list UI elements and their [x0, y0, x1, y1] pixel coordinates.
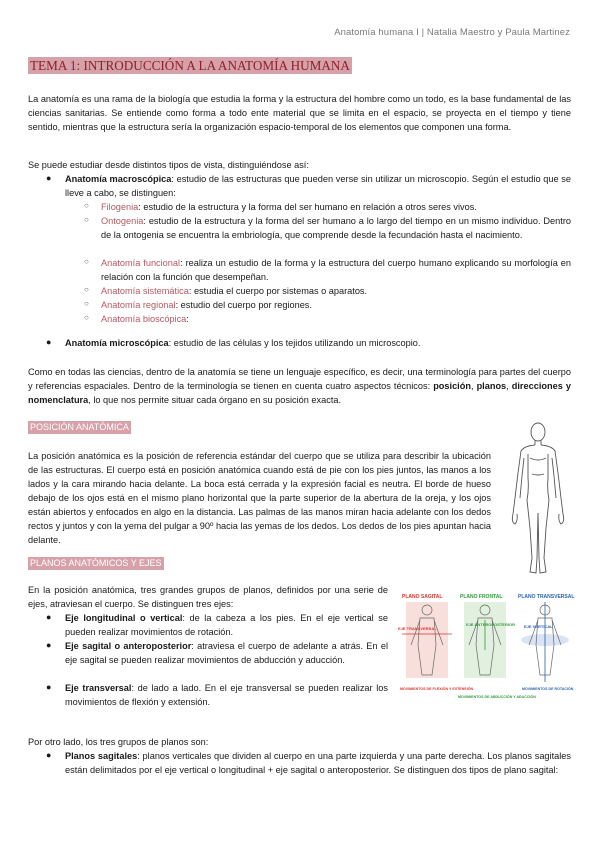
micro-term: Anatomía microscópica — [65, 338, 169, 348]
term-direcciones: direcciones y nomenclatura — [28, 381, 571, 405]
sub-term: Anatomía funcional — [101, 258, 181, 268]
sagittal-text: : planos verticales que dividen al cuerpo en una parte izquierda y una parte derecha. Los planos sagitales están delimitados por el eje vertical o longitudinal + eje sagital o anteroposterior. Se distinguen dos tipos de plano sagital: — [65, 751, 571, 775]
sub-item-filogenia — [101, 200, 571, 214]
mov-label-rotacion: MOVIMIENTOS DE ROTACIÓN — [522, 687, 574, 691]
term-planos: planos — [476, 381, 507, 391]
sub-text: : estudia el cuerpo por sistemas o aparatos. — [188, 286, 368, 296]
axis-item-transversal — [65, 681, 388, 709]
sub-term: Anatomía regional — [101, 300, 176, 310]
circle-bullet-icon: ○ — [84, 215, 89, 224]
macro-item — [65, 172, 571, 200]
page-title: TEMA 1: INTRODUCCIÓN A LA ANATOMÍA HUMANA — [30, 58, 350, 73]
sub-term: Anatomía sistemática — [101, 286, 189, 296]
sub-item-funcional — [101, 256, 571, 284]
bullet-icon: ● — [46, 682, 52, 692]
sub-term: Anatomía bioscópica — [101, 314, 187, 324]
sub-item-bioscopica — [101, 312, 571, 326]
macro-term: Anatomía macroscópica — [65, 174, 172, 184]
axis-item-longitudinal — [65, 611, 388, 639]
sub-item-ontogenia — [101, 214, 571, 242]
views-intro: Se puede estudiar desde distintos tipos de vista, distinguiéndose así: — [28, 160, 309, 170]
term-posicion: posición — [433, 381, 471, 391]
term-sep: , — [470, 381, 477, 391]
axis-label-anteroposterior: EJE ANTEROPOSTERIOR — [466, 622, 515, 627]
sub-text: : — [186, 314, 189, 324]
diagram-label-sagital: PLANO SAGITAL — [402, 594, 443, 600]
axis-term: Eje transversal — [65, 683, 132, 693]
circle-bullet-icon: ○ — [84, 285, 89, 294]
circle-bullet-icon: ○ — [84, 313, 89, 322]
sub-item-sistematica — [101, 284, 571, 298]
macro-text: : estudio de las estructuras que pueden verse sin utilizar un microscopio. Según el estudio que se lleve a cabo, se distinguen: — [65, 174, 571, 198]
sagittal-item — [65, 749, 571, 777]
micro-item — [65, 336, 571, 350]
sub-item-regional — [101, 298, 571, 312]
mov-label-flexion: MOVIMIENTOS DE FLEXIÓN Y EXTENSIÓN — [400, 687, 474, 691]
sub-term: Ontogenia — [101, 216, 144, 226]
planes-diagram — [396, 590, 576, 708]
sub-text: : estudio de la estructura y la forma del ser humano a lo largo del tiempo en un mismo individuo. Dentro de la ontogenia se encuentra la embriología, que comprende desde la fecundación hasta el nacimiento. — [101, 216, 571, 240]
sub-term: Filogenia — [101, 202, 139, 212]
axis-term: Eje longitudinal o vertical — [65, 613, 183, 623]
axis-label-vertical: EJE VERTICAL — [524, 624, 553, 629]
bullet-icon: ● — [46, 173, 52, 183]
anatomical-figure — [502, 418, 574, 580]
position-paragraph: La posición anatómica es la posición de referencia estándar del cuerpo que se utiliza para describir la ubicación de las estructuras. El cuerpo está en posición anatómica cuando está de pie con los pies juntos, las manos a los lados y la cara mirando hacia delante. La boca está cerrada y la expresión facial es neutra. El borde de hueso debajo de los ojos está en el mismo plano horizontal que la parte superior de la abertura de la oreja, y los ojos están abiertos y enfocados en algo en la distancia. Las palmas de las manos miran hacia adelante con los dedos rectos y juntos y con la yema del pulgar a 90º hacia las yemas de los dedos. Los dedos de los pies apuntan hacia delante. — [28, 451, 491, 545]
terminology-paragraph — [28, 365, 571, 407]
axis-text: : de lado a lado. En el eje transversal se pueden realizar los movimientos de flexión y extensión. — [65, 683, 388, 707]
mov-label-abduccion: MOVIMIENTOS DE ABDUCCIÓN Y ADUCCIÓN — [458, 695, 536, 699]
bullet-icon: ● — [46, 640, 52, 650]
axis-text: : de la cabeza a los pies. En el eje vertical se pueden realizar movimientos de rotación. — [65, 613, 388, 637]
intro-paragraph: La anatomía es una rama de la biología que estudia la forma y la estructura del hombre como un todo, es la base fundamental de las ciencias sanitarias. Se entiende como forma a todo ente material que se limita en el espacio, se proyecta en el tiempo y tiene sentido, mientras que la estructura sería la organización espacio-temporal de los elementos que componen una forma. — [28, 94, 571, 132]
micro-text: : estudio de las células y los tejidos utilizando un microscopio. — [168, 338, 421, 348]
bullet-icon: ● — [46, 612, 52, 622]
axis-item-sagital — [65, 639, 388, 667]
axis-term: Eje sagital o anteroposterior — [65, 641, 192, 651]
circle-bullet-icon: ○ — [84, 299, 89, 308]
sagittal-term: Planos sagitales — [65, 751, 138, 761]
bullet-icon: ● — [46, 337, 52, 347]
sub-text: : estudio de la estructura y la forma del ser humano en relación a otros seres vivos. — [138, 202, 477, 212]
circle-bullet-icon: ○ — [84, 201, 89, 210]
diagram-label-frontal: PLANO FRONTAL — [460, 594, 503, 600]
page-header: Anatomía humana I | Natalia Maestro y Paula Martinez — [334, 27, 570, 38]
circle-bullet-icon: ○ — [84, 257, 89, 266]
sub-text: : estudio del cuerpo por regiones. — [175, 300, 312, 310]
terminology-pre: Como en todas las ciencias, dentro de la anatomía se tiene un lenguaje específico, es decir, una terminología para partes del cuerpo y referencias espaciales. Dentro de la terminología se tienen en cuenta cuatro aspectos técnicos: — [28, 367, 571, 391]
section-heading-planos: PLANOS ANATÓMICOS Y EJES — [30, 558, 162, 568]
term-sep: , — [506, 381, 512, 391]
diagram-label-transversal: PLANO TRANSVERSAL — [518, 594, 575, 600]
terminology-post: , lo que nos permite situar cada órgano en su posición exacta. — [88, 395, 342, 405]
sub-text: : realiza un estudio de la forma y la estructura del cuerpo humano explicando su morfología en relación con la función que desempeñan. — [101, 258, 571, 282]
axis-label-transversal: EJE TRANSVERSAL — [398, 626, 437, 631]
axis-text: : atraviesa el cuerpo de adelante a atrás. En el eje sagital se pueden realizar movimientos de abducción y aducción. — [65, 641, 388, 665]
planes-intro: En la posición anatómica, tres grandes grupos de planos, definidos por una serie de ejes, atraviesan el cuerpo. Se distinguen tres ejes: — [28, 585, 388, 609]
section-heading-posicion: POSICIÓN ANATÓMICA — [30, 422, 129, 432]
bullet-icon: ● — [46, 750, 52, 760]
planes-groups-intro: Por otro lado, los tres grupos de planos son: — [28, 737, 209, 747]
